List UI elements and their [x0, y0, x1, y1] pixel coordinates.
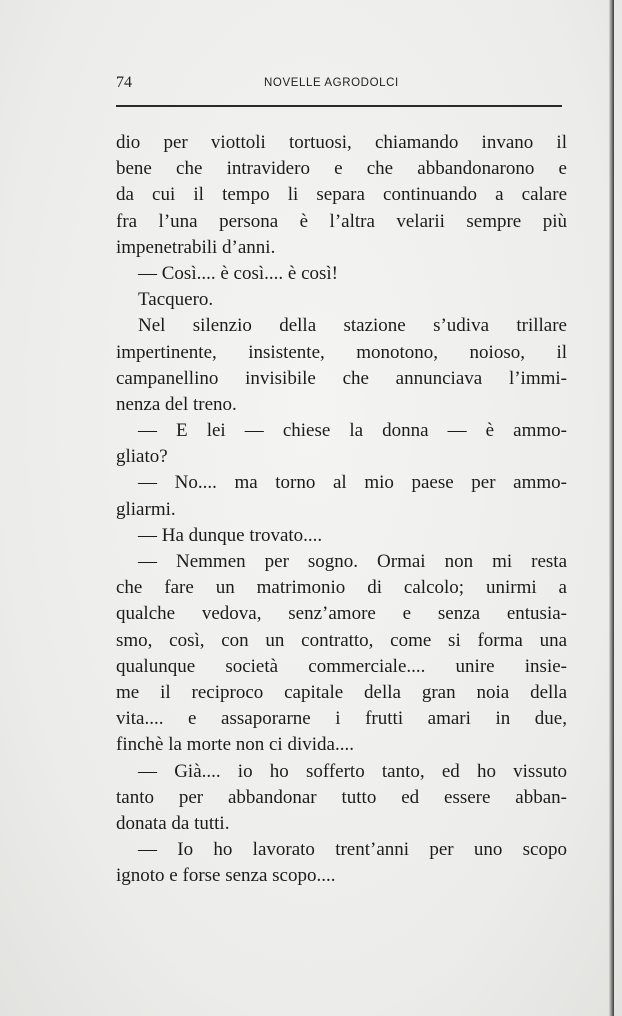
- text-line: smo, così, con un contratto, come si forma una: [116, 629, 567, 651]
- text-line: — Già.... io ho sofferto tanto, ed ho vissuto: [138, 760, 567, 782]
- text-line: fra l’una persona è l’altra velarii sempre più: [116, 210, 567, 232]
- text-line: Nel silenzio della stazione s’udiva trillare: [138, 315, 567, 337]
- body-text: [116, 130, 567, 889]
- text-line: — Nemmen per sogno. Ormai non mi resta: [138, 551, 567, 572]
- text-line: impertinente, insistente, monotono, noioso, il: [116, 341, 567, 363]
- text-line: bene che intravidero e che abbandonarono e: [116, 158, 567, 180]
- text-line: donata da tutti.: [116, 812, 230, 834]
- text-line: ignoto e forse senza scopo....: [116, 865, 336, 887]
- text-line: Tacquero.: [138, 289, 214, 311]
- text-line: — No.... ma torno al mio paese per ammo-: [138, 472, 567, 494]
- header-rule: [116, 105, 562, 107]
- text-line: me il reciproco capitale della gran noia della: [116, 681, 567, 703]
- text-line: campanellino invisibile che annunciava l’immi-: [116, 367, 567, 389]
- text-line: tanto per abbandonar tutto ed essere abban-: [116, 786, 567, 808]
- text-line: gliato?: [116, 446, 168, 468]
- text-line: gliarmi.: [116, 498, 176, 520]
- text-line: nenza del treno.: [116, 393, 237, 415]
- text-line: — Io ho lavorato trent’anni per uno scopo: [138, 839, 567, 861]
- page-header: [116, 72, 562, 96]
- text-line: — E lei — chiese la donna — è ammo-: [138, 420, 567, 442]
- text-line: vita.... e assaporarne i frutti amari in due,: [116, 708, 567, 730]
- text-line: — Ha dunque trovato....: [138, 524, 323, 546]
- text-line: finchè la morte non ci divida....: [116, 734, 354, 756]
- text-line: impenetrabili d’anni.: [116, 236, 276, 258]
- text-line: qualunque società commerciale.... unire insie-: [116, 655, 567, 677]
- text-line: qualche vedova, senz’amore e senza entusia-: [116, 603, 567, 625]
- text-line: — Così.... è così.... è così!: [138, 262, 339, 284]
- page-spine-edge: [609, 0, 614, 1016]
- text-line: dio per viottoli tortuosi, chiamando invano il: [116, 132, 567, 153]
- running-title: NOVELLE AGRODOLCI: [264, 77, 399, 89]
- text-line: che fare un matrimonio di calcolo; unirmi a: [116, 577, 567, 599]
- page-number: 74: [116, 74, 132, 91]
- text-line: da cui il tempo li separa continuando a calare: [116, 184, 567, 206]
